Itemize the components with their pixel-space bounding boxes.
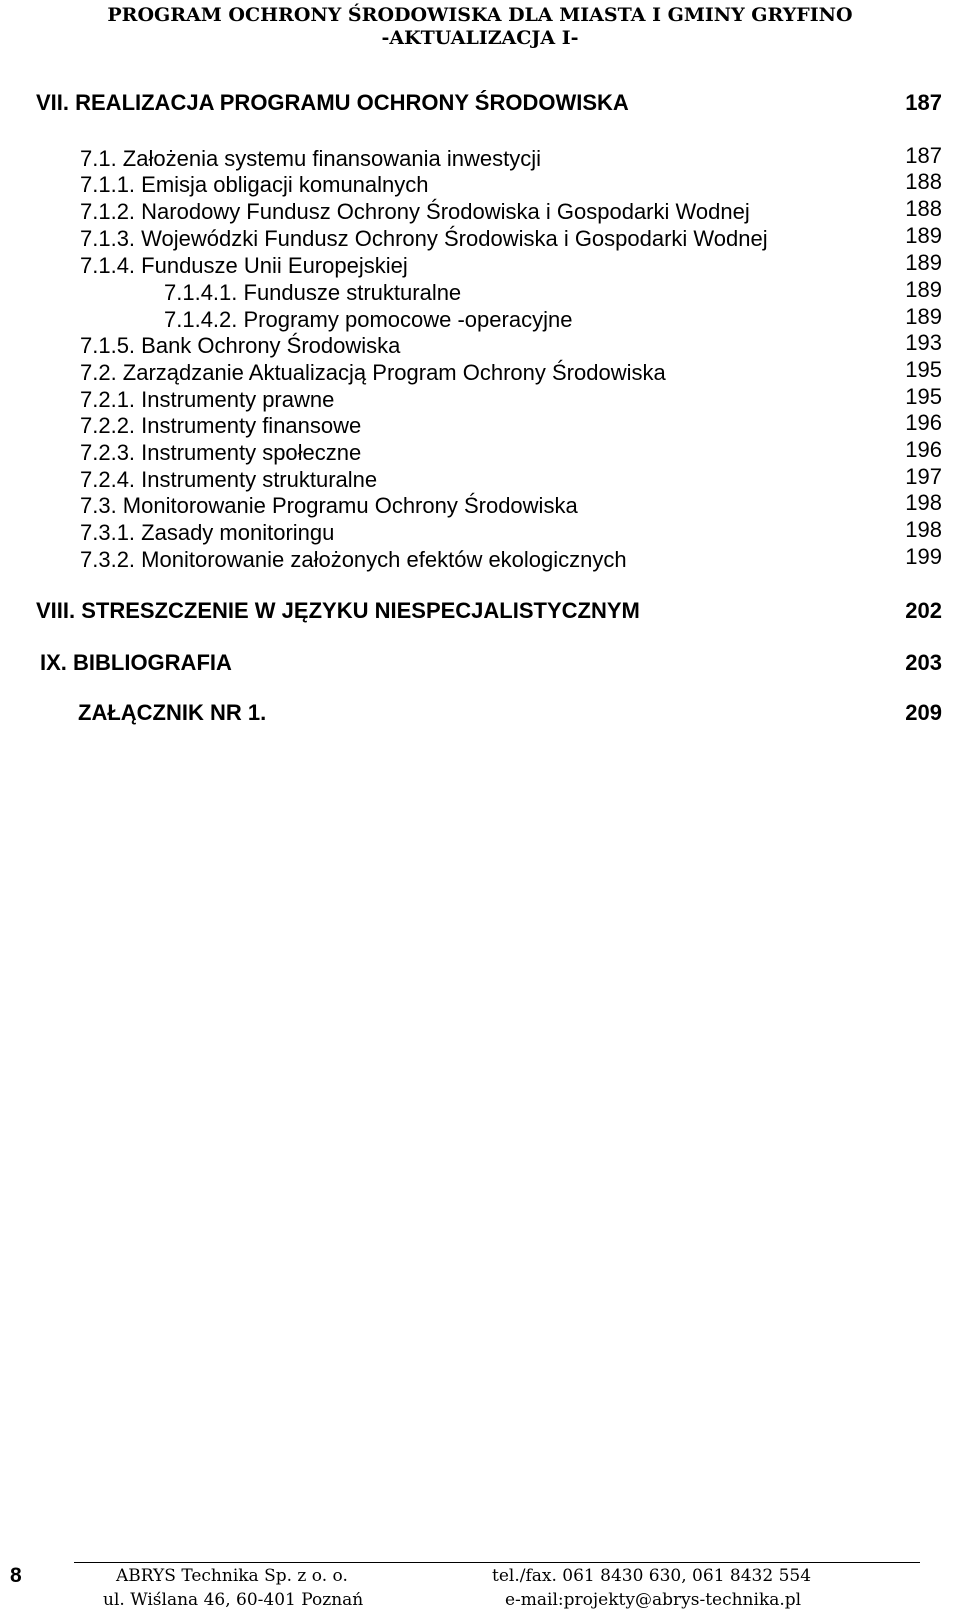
- toc-entry-title: 7.2.1. Instrumenty prawne: [80, 387, 335, 412]
- toc-entry-title: VII. REALIZACJA PROGRAMU OCHRONY ŚRODOWISKA: [36, 90, 629, 115]
- toc-entry-page: 188: [905, 196, 942, 221]
- toc-entry-page: 197: [905, 464, 942, 489]
- toc-entry-page: 199: [905, 544, 942, 569]
- toc-entry-page: 196: [905, 437, 942, 462]
- footer-email: e-mail:projekty@abrys-technika.pl: [505, 1590, 802, 1610]
- toc-entry[interactable]: [0, 169, 960, 202]
- toc-entry-title: 7.3.1. Zasady monitoringu: [80, 520, 335, 545]
- page-number: 8: [10, 1564, 22, 1587]
- toc-entry[interactable]: [0, 250, 960, 283]
- toc-entry[interactable]: [0, 223, 960, 256]
- toc-entry[interactable]: [0, 700, 960, 730]
- toc-entry[interactable]: [0, 517, 960, 550]
- toc-entry[interactable]: [0, 437, 960, 470]
- toc-entry-page: 187: [905, 90, 942, 115]
- toc-entry-title: 7.1.5. Bank Ochrony Środowiska: [80, 333, 401, 358]
- toc-entry[interactable]: [0, 544, 960, 577]
- toc-entry-page: 189: [905, 304, 942, 329]
- toc-entry-page: 189: [905, 277, 942, 302]
- toc-entry-page: 209: [905, 700, 942, 725]
- toc-entry-title: ZAŁĄCZNIK NR 1.: [78, 700, 267, 725]
- footer-phone: tel./fax. 061 8430 630, 061 8432 554: [492, 1566, 812, 1586]
- toc-entry-title: 7.1.4.1. Fundusze strukturalne: [164, 280, 462, 305]
- toc-entry-page: 193: [905, 330, 942, 355]
- toc-entry-title: 7.3.2. Monitorowanie założonych efektów ekologicznych: [80, 547, 627, 572]
- toc-entry[interactable]: [0, 490, 960, 523]
- toc-entry[interactable]: [0, 90, 960, 120]
- footer-divider: [74, 1562, 920, 1563]
- toc-entry-title: VIII. STRESZCZENIE W JĘZYKU NIESPECJALISTYCZNYM: [36, 598, 640, 623]
- footer-company: ABRYS Technika Sp. z o. o.: [116, 1566, 348, 1586]
- toc-entry-page: 202: [905, 598, 942, 623]
- toc-entry[interactable]: [0, 277, 960, 310]
- toc-entry-title: 7.1.1. Emisja obligacji komunalnych: [80, 172, 429, 197]
- toc-entry-title: 7.1.2. Narodowy Fundusz Ochrony Środowiska i Gospodarki Wodnej: [80, 199, 750, 224]
- toc-entry[interactable]: [0, 330, 960, 363]
- toc-entry-title: 7.1. Założenia systemu finansowania inwestycji: [80, 146, 542, 171]
- header-subtitle: -AKTUALIZACJA I-: [381, 27, 579, 49]
- toc-entry[interactable]: [0, 196, 960, 229]
- footer-address: ul. Wiślana 46, 60-401 Poznań: [103, 1590, 364, 1610]
- toc-entry[interactable]: [0, 357, 960, 390]
- toc-entry-title: 7.2.4. Instrumenty strukturalne: [80, 467, 378, 492]
- toc-entry-title: 7.1.4.2. Programy pomocowe -operacyjne: [164, 307, 573, 332]
- toc-entry[interactable]: [0, 410, 960, 443]
- toc-entry-title: 7.2.2. Instrumenty finansowe: [80, 413, 362, 438]
- toc-entry-title: 7.3. Monitorowanie Programu Ochrony Środowiska: [80, 493, 578, 518]
- toc-entry-title: IX. BIBLIOGRAFIA: [40, 650, 232, 675]
- toc-entry-page: 196: [905, 410, 942, 435]
- header-title: PROGRAM OCHRONY ŚRODOWISKA DLA MIASTA I GMINY GRYFINO: [107, 4, 853, 26]
- toc-entry-page: 198: [905, 517, 942, 542]
- toc-entry-page: 187: [905, 143, 942, 168]
- toc-entry-page: 198: [905, 490, 942, 515]
- document-header: [0, 4, 960, 50]
- toc-entry-page: 189: [905, 223, 942, 248]
- toc-entry-page: 189: [905, 250, 942, 275]
- toc-entry[interactable]: [0, 650, 960, 680]
- toc-entry-page: 203: [905, 650, 942, 675]
- toc-entry-title: 7.1.4. Fundusze Unii Europejskiej: [80, 253, 408, 278]
- toc-entry-title: 7.2. Zarządzanie Aktualizacją Program Ochrony Środowiska: [80, 360, 666, 385]
- toc-entry-page: 188: [905, 169, 942, 194]
- toc-entry-title: 7.1.3. Wojewódzki Fundusz Ochrony Środowiska i Gospodarki Wodnej: [80, 226, 768, 251]
- toc-entry-page: 195: [905, 357, 942, 382]
- toc-entry[interactable]: [0, 598, 960, 628]
- toc-entry-page: 195: [905, 384, 942, 409]
- toc-entry-title: 7.2.3. Instrumenty społeczne: [80, 440, 362, 465]
